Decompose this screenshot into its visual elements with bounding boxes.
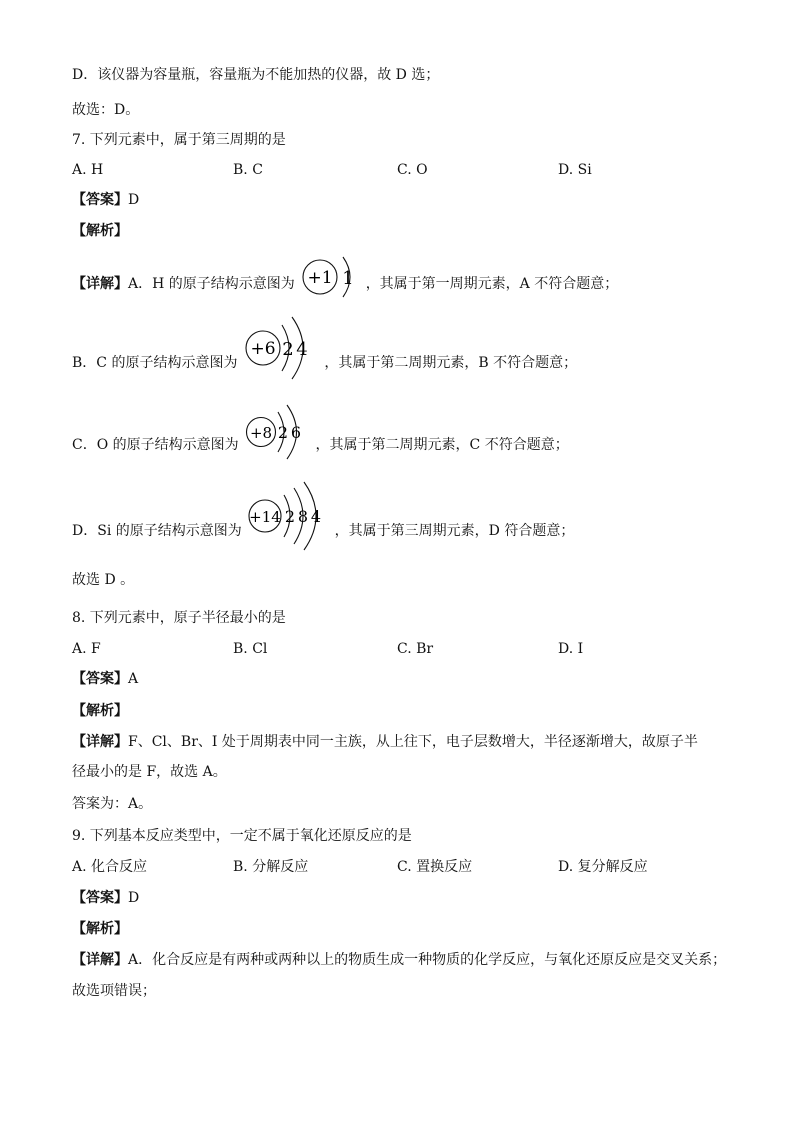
nucleus-charge-si: +14	[249, 508, 282, 526]
shell-electrons-si-2: 8	[298, 507, 309, 526]
detail-text-tail: ，其属于第一周期元素，A 不符合题意；	[365, 276, 619, 292]
detail-text: C．O 的原子结构示意图为	[72, 437, 239, 453]
detail-label: 【详解】	[72, 734, 128, 750]
q9-detail-line-2: 故选项错误；	[72, 983, 156, 999]
q7-analysis-label	[72, 222, 128, 240]
detail-text: D．Si 的原子结构示意图为	[72, 523, 242, 539]
q7-answer	[72, 191, 139, 209]
q9-option-b: B. 分解反应	[233, 859, 309, 875]
detail-text-tail: ，其属于第三周期元素，D 符合题意；	[334, 523, 575, 539]
shell-electrons-si-1: 2	[285, 507, 296, 526]
analysis-label: 【解析】	[72, 703, 128, 719]
atomic-structure-diagram-o	[245, 400, 309, 464]
detail-text: A．化合反应是有两种或两种以上的物质生成一种物质的化学反应，与氧化还原反应是交叉关系；	[128, 952, 727, 968]
prev-answer-d: D．该仪器为容量瓶，容量瓶为不能加热的仪器，故 D 选；	[72, 67, 440, 83]
detail-text-tail: ，其属于第二周期元素，C 不符合题意；	[315, 437, 569, 453]
q7-detail-o	[72, 423, 569, 464]
detail-text: A．H 的原子结构示意图为	[128, 276, 295, 292]
answer-value: D	[128, 890, 140, 906]
question-7: 7. 下列元素中，属于第三周期的是	[72, 132, 286, 148]
q8-option-a: A. F	[72, 641, 101, 657]
q9-answer	[72, 889, 139, 907]
shell-electrons-o-1: 2	[278, 423, 289, 442]
shell-electrons-h-1: 1	[342, 268, 354, 289]
atomic-structure-diagram-c	[244, 311, 318, 385]
question-9: 9. 下列基本反应类型中，一定不属于氧化还原反应的是	[72, 828, 412, 844]
question-8-options	[72, 640, 732, 658]
q9-detail-line-1	[72, 951, 726, 969]
q9-option-a: A. 化合反应	[72, 859, 148, 875]
q7-option-c: C. O	[397, 162, 428, 178]
atomic-structure-diagram-h	[301, 254, 359, 300]
detail-label: 【详解】	[72, 276, 128, 292]
q9-analysis-label	[72, 920, 128, 938]
q7-conclusion: 故选 D 。	[72, 572, 135, 588]
answer-label: 【答案】	[72, 890, 128, 906]
analysis-label: 【解析】	[72, 921, 128, 937]
shell-electrons-o-2: 6	[291, 423, 302, 442]
question-8: 8. 下列元素中，原子半径最小的是	[72, 610, 286, 626]
q8-conclusion: 答案为：A。	[72, 796, 153, 812]
q7-option-b: B. C	[233, 162, 263, 178]
q8-answer	[72, 670, 138, 688]
q8-detail-line-2: 径最小的是 F，故选 A。	[72, 764, 227, 780]
answer-label: 【答案】	[72, 671, 128, 687]
shell-electrons-si-3: 4	[311, 507, 322, 526]
q8-option-d: D. I	[558, 641, 584, 657]
nucleus-charge-h: +1	[307, 268, 333, 288]
q7-detail-si	[72, 509, 574, 553]
q8-option-c: C. Br	[397, 641, 434, 657]
detail-text: B．C 的原子结构示意图为	[72, 355, 238, 371]
detail-label: 【详解】	[72, 952, 128, 968]
answer-label: 【答案】	[72, 192, 128, 208]
q7-option-a: A. H	[72, 162, 104, 178]
atomic-structure-diagram-si	[248, 479, 328, 553]
q7-detail-c	[72, 341, 577, 385]
q7-option-d: D. Si	[558, 162, 592, 178]
answer-value: A	[128, 671, 139, 687]
q9-option-c: C. 置换反应	[397, 859, 473, 875]
detail-text-tail: ，其属于第二周期元素，B 不符合题意；	[324, 355, 578, 371]
q7-detail-h	[72, 268, 618, 300]
analysis-label: 【解析】	[72, 223, 128, 239]
prev-conclusion: 故选：D。	[72, 102, 140, 118]
q8-option-b: B. Cl	[233, 641, 268, 657]
q8-analysis-label	[72, 702, 128, 720]
detail-text: F、Cl、Br、I 处于周期表中同一主族，从上往下，电子层数增大，半径逐渐增大，故原子半	[128, 734, 698, 750]
question-9-options	[72, 858, 732, 876]
q8-detail-line-1	[72, 733, 698, 751]
nucleus-charge-c: +6	[250, 339, 276, 359]
question-7-options	[72, 161, 732, 179]
answer-value: D	[128, 192, 140, 208]
shell-electrons-c-1: 2	[282, 339, 294, 360]
shell-electrons-c-2: 4	[296, 339, 308, 360]
q9-option-d: D. 复分解反应	[558, 859, 648, 875]
nucleus-charge-o: +8	[250, 424, 273, 442]
